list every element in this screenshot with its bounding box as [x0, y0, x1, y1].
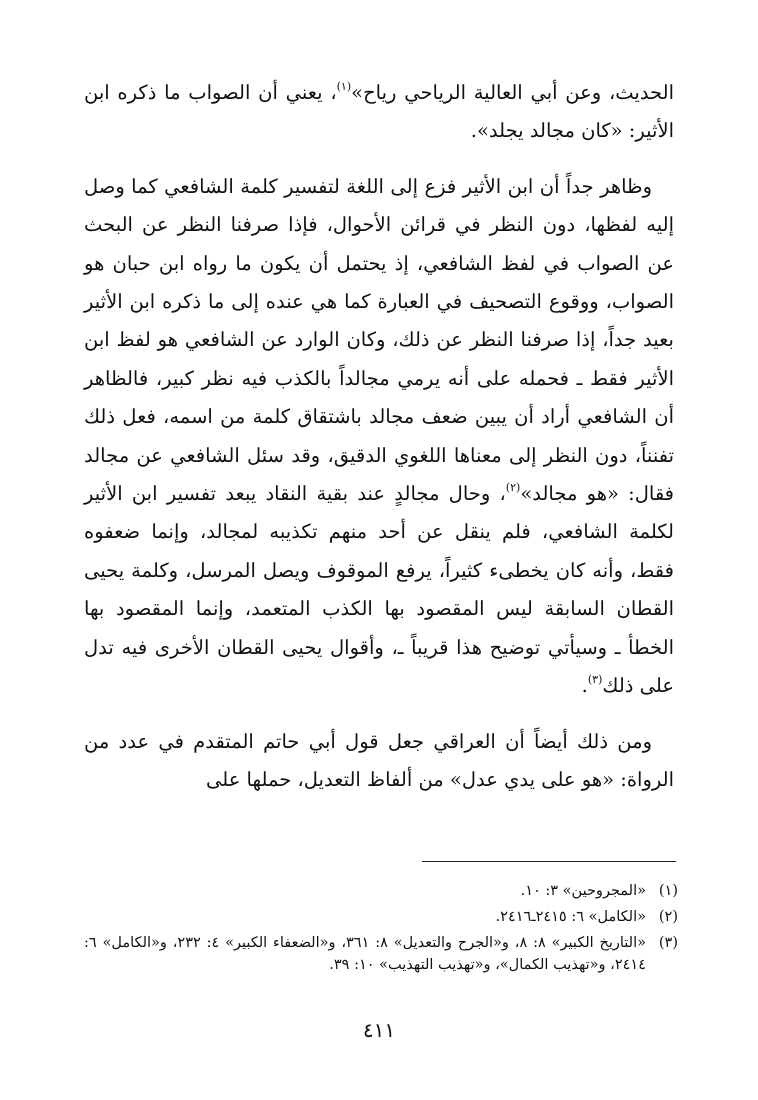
main-text [84, 74, 674, 799]
paragraph-2-part-b: ، وحال مجالدٍ عند بقية النقاد يبعد تفسير ابن الأثير لكلمة الشافعي، فلم ينقل عن أحد منهم تكذيبه لمجالد، وإنما ضعفوه فقط، وأنه كان يخطىء كثيراً، يرفع الموقوف ويصل المرسل، وكلمة يحيى القطان السابقة ليس المقصود بها الكذب المتعمد، وإنما المقصود بها الخطأ ـ وسيأتي توضيح هذا قريباً ـ، وأقوال يحيى القطان الأخرى فيه تدل على ذلك [84, 482, 674, 698]
footnote-ref-3: (٣) [587, 673, 603, 687]
footnote-number: (١) [658, 883, 678, 899]
footnote [84, 880, 678, 902]
footnote-number: (٣) [658, 935, 678, 951]
footnote-ref-2: (٢) [505, 481, 521, 495]
footnotes [84, 880, 678, 976]
footnote [84, 932, 678, 976]
paragraph-3-text: ومن ذلك أيضاً أن العراقي جعل قول أبي حاتم المتقدم في عدد من الرواة: «هو على يدي عدل» من ألفاظ التعديل، حملها على [84, 729, 674, 791]
footnote-number: (٢) [658, 909, 678, 925]
footnote-ref-1: (١) [336, 80, 352, 93]
page-number: ٤١١ [362, 1018, 396, 1042]
footnote-divider [422, 861, 676, 862]
footnote-text: «الكامل» ٦: ٢٤١٥ـ٢٤١٦. [495, 909, 646, 925]
paragraph-2 [84, 168, 674, 706]
paragraph-1-start: الحديث، وعن أبي العالية الرياحي رياح» [351, 81, 674, 104]
footnote-text: «التاريخ الكبير» ٨: ٨، و«الجرح والتعديل» ٨: ٣٦١، و«الضعفاء الكبير» ٤: ٢٣٢، و«الكامل» ٦: ٢٤١٤، و«تهذيب الكمال»، و«تهذيب التهذيب» ١٠: ٣٩. [84, 935, 646, 973]
paragraph-2-part-c: . [581, 674, 588, 698]
paragraph-1 [84, 74, 674, 151]
paragraph-1-end: ، يعني أن الصواب ما ذكره ابن الأثير: «كان مجالد يجلد». [84, 81, 674, 143]
paragraph-3 [84, 723, 674, 800]
footnote-text: «المجروحين» ٣: ١٠. [520, 883, 646, 899]
footnote [84, 906, 678, 928]
paragraph-2-part-a: وظاهر جداً أن ابن الأثير فزع إلى اللغة لتفسير كلمة الشافعي كما وصل إليه لفظها، دون النظر في قرائن الأحوال، فإذا صرفنا النظر عن البحث عن الصواب في لفظ الشافعي، إذ يحتمل أن يكون ما رواه ابن حبان هو الصواب، ووقوع التصحيف في العبارة كما هي عنده إلى ما ذكره ابن الأثير بعيد جداً، إذا صرفنا النظر عن ذلك، وكان الوارد عن الشافعي هو لفظ ابن الأثير فقط ـ فحمله على أنه يرمي مجالداً بالكذب فيه نظر كبير، فالظاهر أن الشافعي أراد أن يبين ضعف مجالد باشتقاق كلمة من اسمه، فعل ذلك تفنناً، دون النظر إلى معناها اللغوي الدقيق، وقد سئل الشافعي عن مجالد فقال: «هو مجالد» [84, 174, 675, 506]
